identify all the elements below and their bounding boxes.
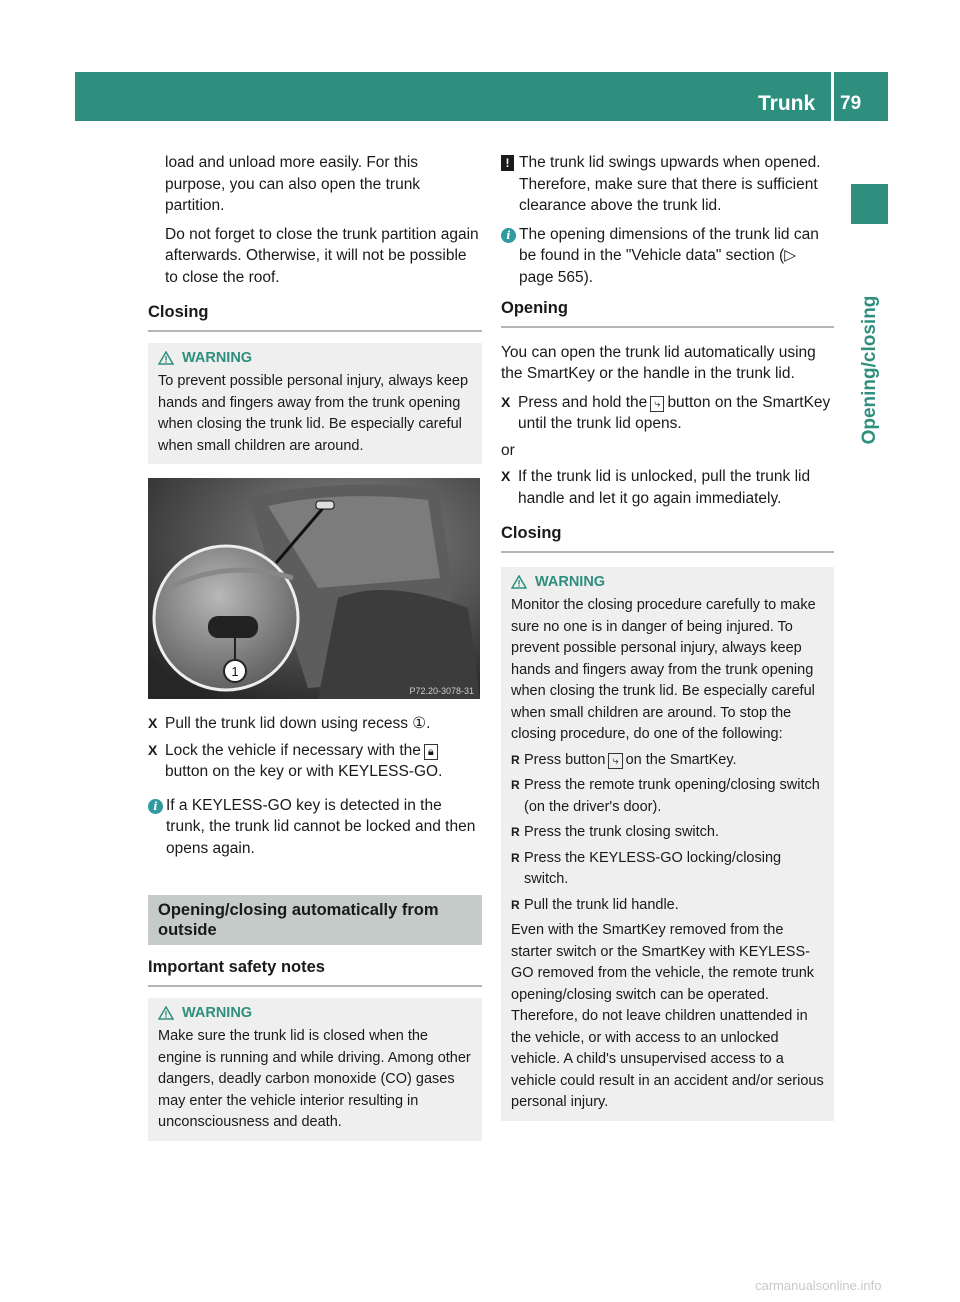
instruction-step bbox=[148, 713, 482, 735]
footer-watermark: carmanualsonline.info bbox=[755, 1278, 882, 1293]
or-text: or bbox=[501, 441, 515, 459]
warning-box bbox=[148, 343, 482, 465]
bullet-text: Pull the trunk lid handle. bbox=[524, 896, 679, 913]
info-note bbox=[501, 224, 834, 289]
warning-title bbox=[158, 348, 473, 370]
section-label bbox=[850, 250, 890, 490]
paragraph: load and unload more easily. For this purpose, you can also open the trunk partition. bbox=[165, 154, 421, 214]
bullet-text: on the SmartKey. bbox=[625, 751, 737, 768]
arrow-icon: X bbox=[148, 741, 158, 758]
bullet-item bbox=[511, 848, 825, 891]
figure-code: P72.20-3078-31 bbox=[409, 686, 474, 696]
bullet-item bbox=[511, 822, 825, 844]
warning-box bbox=[501, 567, 834, 1121]
opening-heading: Opening bbox=[501, 298, 834, 328]
figure-callout: 1 bbox=[231, 664, 239, 679]
step-text: Pull the trunk lid down using recess ①. bbox=[165, 715, 431, 732]
trunk-button-icon: ⤷ bbox=[650, 396, 664, 412]
caution-note bbox=[501, 152, 834, 217]
step-text: button on the SmartKey until the trunk lid opens. bbox=[518, 393, 831, 432]
bullet-item bbox=[511, 895, 825, 917]
bullet-item bbox=[511, 775, 825, 818]
section-heading: Opening/closing automatically from outside bbox=[148, 895, 482, 945]
right-column bbox=[501, 152, 834, 1135]
instruction-step bbox=[501, 466, 834, 509]
info-icon: i bbox=[148, 799, 163, 814]
warning-label: WARNING bbox=[182, 1004, 253, 1021]
bullet-icon: R bbox=[511, 752, 520, 767]
warning-label: WARNING bbox=[535, 573, 606, 590]
step-content bbox=[165, 740, 482, 783]
section-label-text: Opening/closing bbox=[859, 295, 880, 445]
bullet-text: Press the remote trunk opening/closing switch (on the driver's door). bbox=[524, 777, 820, 815]
info-text: The opening dimensions of the trunk lid can be found in the "Vehicle data" section (▷ page 565). bbox=[519, 225, 819, 286]
trunk-illustration bbox=[148, 478, 480, 699]
info-text: If a KEYLESS-GO key is detected in the trunk, the trunk lid cannot be locked and then opens again. bbox=[166, 796, 476, 857]
step-text: Press and hold the bbox=[518, 393, 648, 411]
warning-triangle-icon bbox=[511, 575, 527, 589]
exclamation-icon: ! bbox=[501, 155, 514, 171]
left-column bbox=[148, 152, 482, 1155]
closing-heading: Closing bbox=[501, 523, 834, 553]
trunk-button-icon: ⤷ bbox=[608, 753, 622, 769]
instruction-step bbox=[501, 392, 834, 435]
warning-title bbox=[511, 572, 825, 594]
warning-text: Make sure the trunk lid is closed when the engine is running and while driving. Among other dangers, deadly carbon monoxide (CO) gases may enter the vehicle interior resulting in unconsciousness and death. bbox=[158, 1028, 471, 1130]
warning-text: To prevent possible personal injury, always keep hands and fingers away from the trunk opening when closing the trunk lid. Be especially careful when small children are around. bbox=[158, 373, 469, 454]
bullet-item bbox=[511, 750, 825, 772]
bullet-icon: R bbox=[511, 825, 520, 839]
warning-triangle-icon bbox=[158, 1006, 174, 1020]
step-content bbox=[518, 392, 834, 435]
bullet-text: Press the trunk closing switch. bbox=[524, 824, 720, 840]
page-title: Trunk bbox=[758, 92, 816, 115]
arrow-icon: X bbox=[501, 468, 511, 484]
step-text: Lock the vehicle if necessary with the bbox=[165, 741, 421, 759]
header-divider bbox=[831, 72, 834, 121]
bullet-icon: R bbox=[511, 778, 520, 792]
bullet-text: Press button bbox=[524, 751, 606, 768]
page-number: 79 bbox=[840, 93, 862, 114]
warning-label: WARNING bbox=[182, 349, 253, 366]
warning-box bbox=[148, 998, 482, 1141]
bullet-content bbox=[524, 750, 737, 772]
warning-triangle-icon bbox=[158, 351, 174, 365]
warning-tail-text: Even with the SmartKey removed from the starter switch or the SmartKey with KEYLESS-GO removed from the vehicle, the remote trunk opening/closing switch can be operated. Therefore, do not leave children unattended in the vehicle, or with access to an unlocked vehicle. A child's unsupervised access to a vehicle could result in an accident and/or serious personal injury. bbox=[511, 922, 824, 1110]
bullet-icon: R bbox=[511, 897, 520, 912]
lock-icon: 🔒︎ bbox=[424, 744, 438, 760]
trunk-recess-photo bbox=[148, 478, 480, 699]
warning-text: Monitor the closing procedure carefully to make sure no one is in danger of being injured. To prevent possible personal injury, always keep hands and fingers away from the trunk opening when closing the trunk lid. Be especially careful when small children are around. To stop the closing procedure, do one of the following: bbox=[511, 597, 816, 742]
instruction-step bbox=[148, 740, 482, 783]
step-text: If the trunk lid is unlocked, pull the trunk lid handle and let it go again immediately. bbox=[518, 468, 811, 507]
safety-heading: Important safety notes bbox=[148, 957, 482, 987]
section-tab bbox=[851, 184, 888, 224]
step-text: button on the key or with KEYLESS-GO. bbox=[165, 763, 443, 780]
arrow-icon: X bbox=[148, 715, 158, 731]
arrow-icon: X bbox=[501, 393, 511, 410]
paragraph: Do not forget to close the trunk partition again afterwards. Otherwise, it will not be possible to close the roof. bbox=[165, 225, 479, 286]
paragraph: You can open the trunk lid automatically using the SmartKey or the handle in the trunk lid. bbox=[501, 343, 816, 382]
caution-text: The trunk lid swings upwards when opened. Therefore, make sure that there is sufficient clearance above the trunk lid. bbox=[519, 154, 821, 214]
warning-title bbox=[158, 1003, 473, 1025]
info-note bbox=[148, 795, 482, 860]
info-icon: i bbox=[501, 228, 516, 243]
bullet-icon: R bbox=[511, 850, 520, 865]
closing-heading: Closing bbox=[148, 302, 482, 332]
bullet-text: Press the KEYLESS-GO locking/closing switch. bbox=[524, 849, 782, 887]
